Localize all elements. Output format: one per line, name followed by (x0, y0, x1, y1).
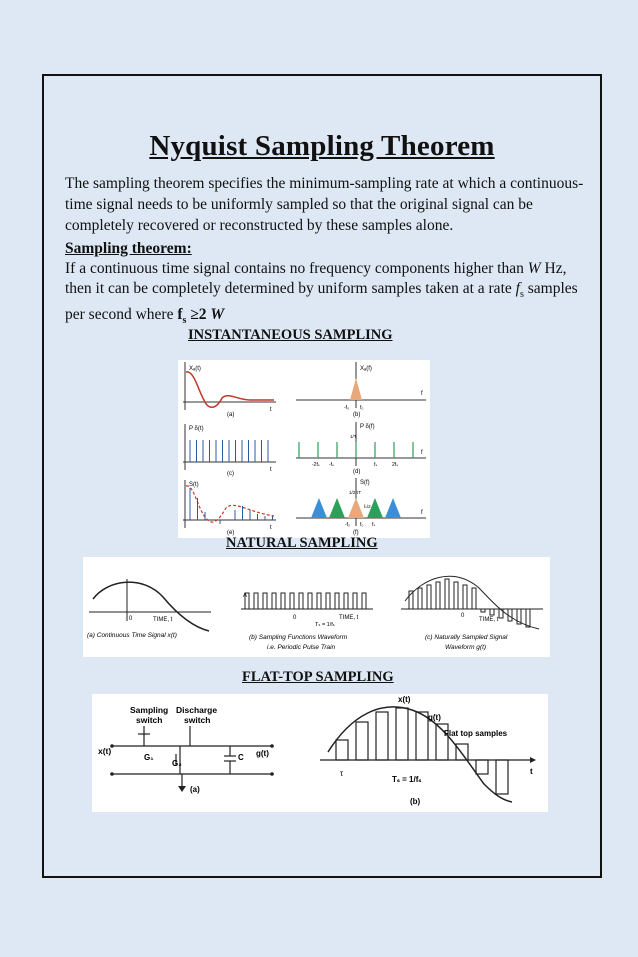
svg-text:1/T: 1/T (350, 434, 357, 439)
pulse-mark (362, 593, 366, 609)
flat-top-diagram (92, 694, 548, 812)
theorem-text: If a continuous time signal contains no frequency components higher than W Hz, then it can be completely determined by uniform samples taken at a rate $f_s$ samples per second where $f_s \ge 2$ W (65, 260, 578, 327)
pulse-mark (335, 593, 339, 609)
instantaneous-diagram (178, 360, 430, 538)
svg-text:S(f): S(f) (360, 480, 370, 486)
pulse-mark (463, 585, 467, 609)
svg-text:t: t (270, 525, 272, 531)
svg-text:(a) Continuous Time Signal x(t: (a) Continuous Time Signal x(t) (87, 632, 177, 639)
pulse-mark (308, 593, 312, 609)
pulse-mark (254, 593, 258, 609)
pulse-mark (272, 593, 276, 609)
svg-text:g(t): g(t) (428, 713, 441, 722)
svg-text:-f₀: -f₀ (345, 522, 351, 528)
svg-text:Xₐ(t): Xₐ(t) (189, 366, 201, 372)
svg-text:TIME, t: TIME, t (479, 617, 499, 623)
section-instantaneous: INSTANTANEOUS SAMPLING (188, 327, 393, 343)
pulse-mark (281, 593, 285, 609)
flat-top-sample (376, 712, 388, 760)
instantaneous-sampling-figure (178, 360, 430, 538)
pulse-mark (418, 588, 422, 609)
svg-text:switch: switch (184, 715, 211, 725)
svg-text:2fₛ: 2fₛ (392, 462, 399, 468)
pulse-mark (427, 585, 431, 609)
flat-top-sample (476, 760, 488, 774)
pulse-mark (454, 582, 458, 609)
svg-text:TIME, t: TIME, t (153, 617, 173, 623)
svg-text:Xₐ(f): Xₐ(f) (360, 366, 372, 372)
svg-text:f: f (421, 391, 423, 397)
section-flat-top: FLAT-TOP SAMPLING (242, 669, 394, 685)
pulse-mark (317, 593, 321, 609)
pulse-mark (263, 593, 267, 609)
flat-top-sample (336, 740, 348, 760)
svg-text:P δ(f): P δ(f) (360, 424, 375, 430)
svg-text:(a): (a) (190, 785, 200, 794)
natural-diagram (83, 557, 550, 657)
svg-text:(e): (e) (227, 530, 235, 536)
svg-text:Tₛ = 1/fₛ: Tₛ = 1/fₛ (392, 775, 422, 784)
svg-text:f₀: f₀ (360, 405, 364, 411)
svg-text:-f₀: -f₀ (344, 405, 350, 411)
svg-text:Waveform g(t): Waveform g(t) (445, 644, 487, 651)
svg-text:G₂: G₂ (172, 759, 182, 768)
svg-text:(a): (a) (227, 412, 235, 418)
pulse-mark (436, 582, 440, 609)
svg-text:f: f (421, 510, 423, 516)
svg-text:0: 0 (129, 616, 133, 622)
flat-top-sample (396, 708, 408, 760)
svg-text:(c): (c) (227, 471, 234, 477)
intro-paragraph: The sampling theorem specifies the minimum-sampling rate at which a continuous-time signal needs to be uniformly sampled so that the original signal can be completely recovered or reconstructed by these samples alone. (65, 175, 584, 234)
flat-top-sample (356, 722, 368, 760)
svg-text:Flat top samples: Flat top samples (444, 729, 508, 738)
svg-text:t: t (270, 407, 272, 413)
flat-top-sample (416, 712, 428, 760)
svg-text:i.e. Periodic Pulse Train: i.e. Periodic Pulse Train (267, 644, 336, 651)
svg-text:fₛ: fₛ (374, 462, 378, 468)
svg-text:x(t): x(t) (398, 695, 411, 704)
svg-text:f₀: f₀ (360, 522, 364, 528)
pulse-mark (490, 609, 494, 615)
pulse-mark (326, 593, 330, 609)
flat-top-sampling-figure (92, 694, 548, 812)
svg-text:(b) Sampling Functions Wavefor: (b) Sampling Functions Waveform (249, 634, 348, 641)
pulse-mark (299, 593, 303, 609)
svg-text:A: A (243, 593, 248, 599)
pulse-mark (526, 609, 530, 627)
svg-text:t: t (270, 467, 272, 473)
svg-text:C: C (238, 753, 244, 762)
pulse-mark (445, 579, 449, 609)
svg-text:G₁: G₁ (144, 753, 154, 762)
page-title: Nyquist Sampling Theorem (149, 130, 495, 162)
svg-text:P δ(t): P δ(t) (189, 426, 204, 432)
pulse-mark (290, 593, 294, 609)
svg-text:x(t): x(t) (98, 746, 112, 756)
theorem-heading: Sampling theorem: (65, 240, 192, 257)
flat-top-sample (456, 744, 468, 760)
svg-text:Tₛ = 1/fₛ: Tₛ = 1/fₛ (315, 622, 335, 628)
pulse-mark (472, 588, 476, 609)
svg-text:(b): (b) (410, 797, 421, 806)
flat-top-sample (496, 760, 508, 794)
svg-text:S(t): S(t) (189, 482, 199, 488)
svg-text:-2fₛ: -2fₛ (312, 462, 320, 468)
svg-text:0: 0 (293, 615, 297, 621)
svg-text:f: f (421, 450, 423, 456)
svg-text:Sampling: Sampling (130, 705, 169, 715)
svg-text:(d): (d) (353, 469, 361, 475)
svg-text:(f): (f) (353, 530, 359, 536)
svg-text:t: t (530, 767, 533, 776)
svg-text:(c) Naturally Sampled Signal: (c) Naturally Sampled Signal (425, 634, 508, 641)
svg-text:switch: switch (136, 715, 163, 725)
pulse-mark (353, 593, 357, 609)
natural-sampling-figure (83, 557, 550, 657)
pulse-mark (344, 593, 348, 609)
svg-text:TIME, t: TIME, t (339, 615, 359, 621)
svg-text:fₛ: fₛ (372, 522, 376, 528)
svg-text:g(t): g(t) (256, 749, 269, 758)
svg-text:(b): (b) (353, 412, 361, 418)
svg-text:Discharge: Discharge (176, 705, 218, 715)
pulse-mark (508, 609, 512, 621)
svg-text:τ: τ (340, 769, 344, 778)
svg-text:-fₛ: -fₛ (329, 462, 334, 468)
svg-text:1/2πT: 1/2πT (349, 490, 362, 495)
pulse-mark (481, 609, 485, 612)
svg-text:0: 0 (461, 613, 465, 619)
svg-text:fₛ/2: fₛ/2 (364, 504, 371, 509)
section-natural: NATURAL SAMPLING (226, 535, 378, 551)
